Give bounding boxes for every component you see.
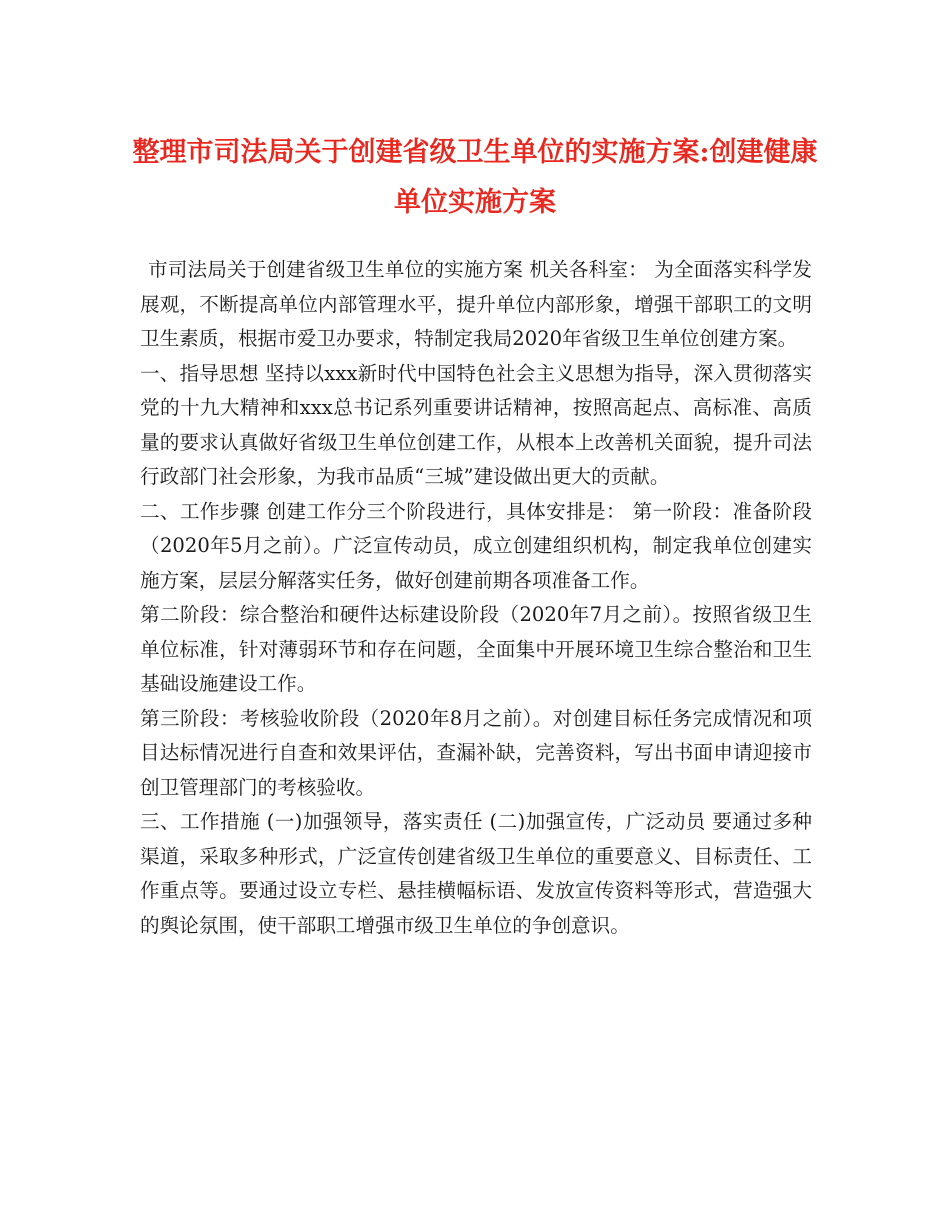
document-title: 整理市司法局关于创建省级卫生单位的实施方案:创建健康单位实施方案 — [132, 137, 818, 218]
paragraph-intro: 市司法局关于创建省级卫生单位的实施方案 机关各科室： 为全面落实科学发展观，不断提高单位内部管理水平，提升单位内部形象，增强干部职工的文明卫生素质，根据市爱卫办要求，特制定我局2020年省级卫生单位创建方案。 — [140, 258, 812, 350]
paragraph-guiding-thought: 一、指导思想 坚持以xxx新时代中国特色社会主义思想为指导，深入贯彻落实党的十九大精神和xxx总书记系列重要讲话精神，按照高起点、高标准、高质量的要求认真做好省级卫生单位创建工作，从根本上改善机关面貌，提升司法行政部门社会形象，为我市品质“三城”建设做出更大的贡献。 — [140, 361, 812, 488]
document-body — [140, 253, 812, 943]
paragraph-phase-three: 第三阶段：考核验收阶段（2020年8月之前）。对创建目标任务完成情况和项目达标情况进行自查和效果评估，查漏补缺，完善资料，写出书面申请迎接市创卫管理部门的考核验收。 — [140, 706, 812, 799]
paragraph-work-steps: 二、工作步骤 创建工作分三个阶段进行，具体安排是： 第一阶段：准备阶段（2020年5月之前）。广泛宣传动员，成立创建组织机构，制定我单位创建实施方案，层层分解落实任务，做好创建前期各项准备工作。 — [140, 499, 812, 592]
paragraph-work-measures: 三、工作措施 (一)加强领导，落实责任 (二)加强宣传，广泛动员 要通过多种渠道，采取多种形式，广泛宣传创建省级卫生单位的重要意义、目标责任、工作重点等。要通过设立专栏、悬挂横幅标语、发放宣传资料等形式，营造强大的舆论氛围，使干部职工增强市级卫生单位的争创意识。 — [140, 810, 812, 937]
paragraph-phase-two: 第二阶段：综合整治和硬件达标建设阶段（2020年7月之前）。按照省级卫生单位标准，针对薄弱环节和存在问题，全面集中开展环境卫生综合整治和卫生基础设施建设工作。 — [140, 603, 812, 695]
